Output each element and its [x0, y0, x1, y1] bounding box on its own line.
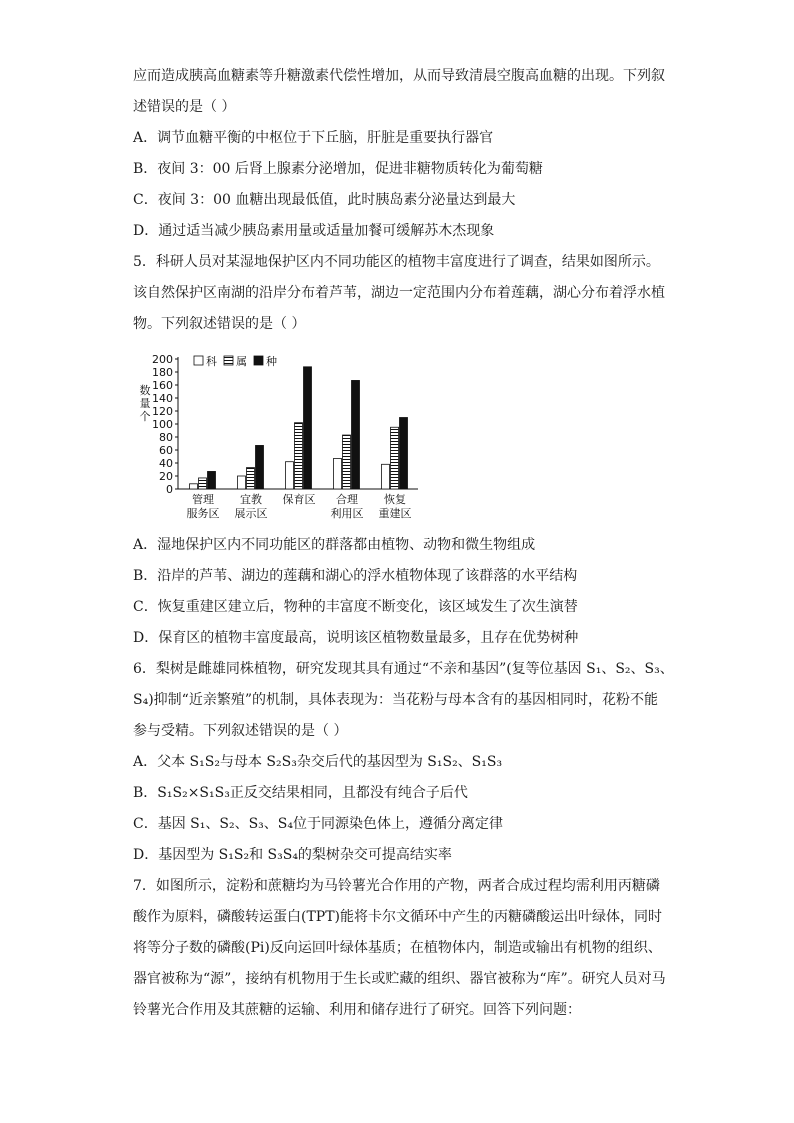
q4-option-c: C．夜间 3：00 血糖出现最低值，此时胰岛素分泌量达到最大 — [133, 192, 516, 208]
x-tick-label: 服务区 — [186, 507, 220, 520]
y-axis-label-char: 数 — [139, 384, 151, 397]
bar-属 — [343, 435, 351, 489]
y-tick-label: 60 — [159, 444, 173, 457]
legend-swatch — [254, 356, 263, 365]
q5-option-d: D．保育区的植物丰富度最高，说明该区植物数量最多，且存在优势树种 — [133, 630, 579, 646]
x-tick-label: 重建区 — [378, 507, 412, 520]
plant-richness-bar-chart — [138, 350, 428, 522]
y-tick-label: 20 — [159, 470, 173, 483]
q7-stem-line: 铃薯光合作用及其蔗糖的运输、利用和储存进行了研究。回答下列问题： — [133, 1002, 581, 1018]
bar-属 — [247, 468, 255, 489]
y-tick-label: 200 — [152, 353, 173, 366]
q4-option-a: A．调节血糖平衡的中枢位于下丘脑，肝脏是重要执行器官 — [133, 130, 494, 146]
bar-种 — [304, 367, 312, 489]
q6-stem-line: 参与受精。下列叙述错误的是（ ） — [133, 723, 348, 739]
legend-swatch — [224, 356, 233, 365]
q6-option-b: B．S₁S₂×S₁S₃正反交结果相同，且都没有纯合子后代 — [133, 785, 468, 801]
bar-种 — [208, 471, 216, 489]
y-tick-label: 80 — [159, 431, 173, 444]
q6-option-d: D．基因型为 S₁S₂和 S₃S₄的梨树杂交可提高结实率 — [133, 847, 452, 863]
bar-科 — [286, 462, 294, 489]
bar-科 — [334, 458, 342, 489]
y-tick-label: 0 — [166, 483, 173, 496]
q4-stem-line: 述错误的是（ ） — [133, 99, 236, 115]
q5-stem-line: 5．科研人员对某湿地保护区内不同功能区的植物丰富度进行了调查，结果如图所示。 — [133, 254, 660, 270]
q4-option-d: D．通过适当减少胰岛素用量或适量加餐可缓解苏木杰现象 — [133, 223, 495, 239]
legend-label: 科 — [206, 355, 217, 368]
legend-label: 种 — [266, 355, 277, 368]
bar-属 — [199, 478, 207, 489]
bar-科 — [238, 476, 246, 489]
x-tick-label: 管理 — [192, 493, 214, 506]
x-tick-label: 合理 — [336, 493, 358, 506]
y-axis-label-char: 量 — [139, 397, 151, 410]
q5-stem-line: 该自然保护区南湖的沿岸分布着芦苇，湖边一定范围内分布着莲藕，湖心分布着浮水植 — [133, 285, 665, 301]
q5-option-c: C．恢复重建区建立后，物种的丰富度不断变化，该区域发生了次生演替 — [133, 599, 578, 615]
bar-科 — [190, 484, 198, 489]
x-tick-label: 恢复 — [384, 493, 406, 506]
y-axis-label-char: 个 — [139, 410, 151, 423]
x-tick-label: 利用区 — [330, 507, 364, 520]
x-tick-label: 宜教 — [240, 493, 262, 506]
q7-stem-line: 将等分子数的磷酸(Pi)反向运回叶绿体基质；在植物体内，制造或输出有机物的组织、 — [133, 940, 662, 956]
y-tick-label: 140 — [152, 392, 173, 405]
legend-swatch — [194, 356, 203, 365]
bar-种 — [352, 380, 360, 489]
bar-属 — [391, 427, 399, 489]
bar-属 — [295, 423, 303, 489]
q5-option-a: A．湿地保护区内不同功能区的群落都由植物、动物和微生物组成 — [133, 537, 536, 553]
y-tick-label: 100 — [152, 418, 173, 431]
q5-option-b: B．沿岸的芦苇、湖边的莲藕和湖心的浮水植物体现了该群落的水平结构 — [133, 568, 578, 584]
bar-种 — [400, 418, 408, 490]
x-tick-label: 保育区 — [282, 493, 316, 506]
legend-label: 属 — [236, 355, 247, 368]
q4-stem-line: 应而造成胰高血糖素等升糖激素代偿性增加，从而导致清晨空腹高血糖的出现。下列叙 — [133, 68, 665, 84]
q6-stem-line: S₄)抑制“近亲繁殖”的机制，具体表现为：当花粉与母本含有的基因相同时，花粉不能 — [133, 692, 658, 708]
y-tick-label: 160 — [152, 379, 173, 392]
q7-stem-line: 7．如图所示，淀粉和蔗糖均为马铃薯光合作用的产物，两者合成过程均需利用丙糖磷 — [133, 878, 660, 894]
q6-stem-line: 6．梨树是雌雄同株植物，研究发现其具有通过“不亲和基因”(复等位基因 S₁、S₂、S₃、 — [133, 661, 674, 677]
q4-option-b: B．夜间 3：00 后肾上腺素分泌增加，促进非糖物质转化为葡萄糖 — [133, 161, 543, 177]
q7-stem-line: 器官被称为“源”，接纳有机物用于生长或贮藏的组织、器官被称为“库”。研究人员对马 — [133, 971, 666, 987]
y-tick-label: 120 — [152, 405, 173, 418]
bar-科 — [382, 464, 390, 489]
q7-stem-line: 酸作为原料，磷酸转运蛋白(TPT)能将卡尔文循环中产生的丙糖磷酸运出叶绿体，同时 — [133, 909, 663, 925]
bar-种 — [256, 445, 264, 489]
q6-option-c: C．基因 S₁、S₂、S₃、S₄位于同源染色体上，遵循分离定律 — [133, 816, 503, 832]
q6-option-a: A．父本 S₁S₂与母本 S₂S₃杂交后代的基因型为 S₁S₂、S₁S₃ — [133, 754, 503, 770]
q5-stem-line: 物。下列叙述错误的是（ ） — [133, 316, 306, 332]
y-tick-label: 40 — [159, 457, 173, 470]
y-tick-label: 180 — [152, 366, 173, 379]
x-tick-label: 展示区 — [234, 507, 268, 520]
